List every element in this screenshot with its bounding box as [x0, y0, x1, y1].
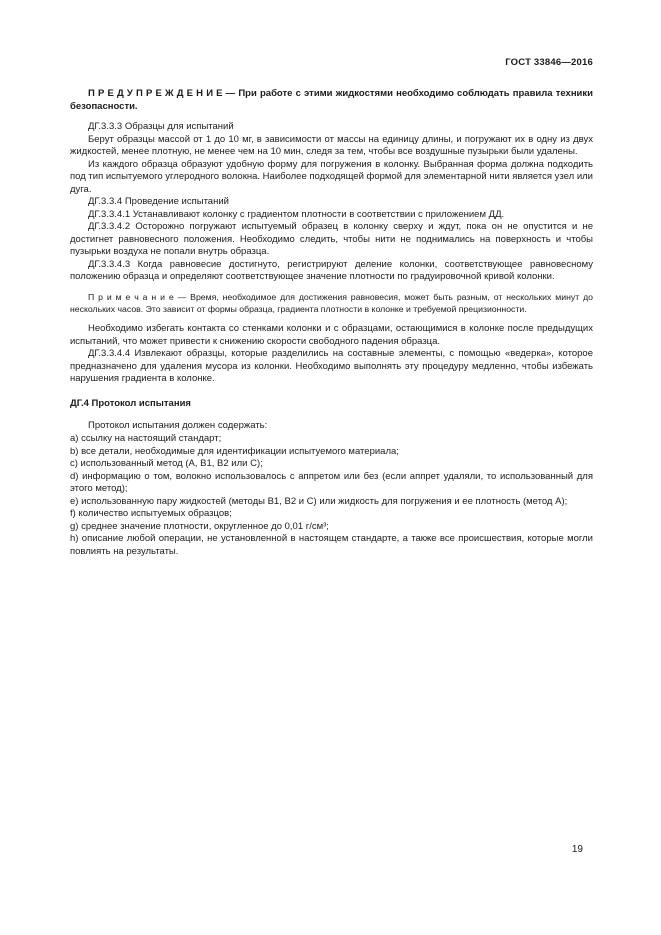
- section-heading-dg4: ДГ.4 Протокол испытания: [70, 397, 191, 409]
- clause-heading-3-3-3: ДГ.3.3.3 Образцы для испытаний: [88, 121, 234, 133]
- paragraph-samples-2: Из каждого образца образуют удобную форму для погружения в колонку. Выбранная форма должна подходить под тип испытуемого углеродного волокна. Наиболее подходящей формой для элементарной нити является узел или дуга.: [70, 158, 593, 195]
- list-item-d: d) информацию о том, волокно использовалось с аппретом или без (если аппрет удаляли, то использованный для этого метод);: [70, 470, 593, 495]
- list-item-c: c) использованный метод (А, В1, В2 или С);: [70, 458, 263, 470]
- page-number: 19: [571, 844, 583, 855]
- list-item-a: a) ссылку на настоящий стандарт;: [70, 433, 222, 444]
- page-header: [70, 57, 593, 68]
- paragraph-avoid-contact: Необходимо избегать контакта со стенками колонки и с образцами, остающимися в колонке после предыдущих испытаний, что может привести к снижению скорости свободного падения образца.: [70, 323, 593, 347]
- list-item-f: f) количество испытуемых образцов;: [70, 508, 232, 520]
- list-item-h: h) описание любой операции, не установленной в настоящем стандарте, а также все происшествия, которые могли повлиять на результаты.: [70, 533, 593, 557]
- paragraph-3-3-4-4: ДГ.3.3.4.4 Извлекают образцы, которые разделились на составные элементы, с помощью «ведерка», которое предназначено для удаления мусора из колонки. Необходимо выполнять эту процедуру медленно, чтобы избежать нарушения градиента в колонке.: [70, 348, 593, 385]
- list-item-b: b) все детали, необходимые для идентификации испытуемого материала;: [70, 445, 399, 457]
- list-item-g: g) среднее значение плотности, округленное до 0,01 г/см³;: [70, 520, 329, 532]
- paragraph-3-3-4-3: ДГ.3.3.4.3 Когда равновесие достигнуто, регистрируют деление колонки, соответствующее равновесному положению образца и определяют соответствующее значение плотности по градуировочной кривой колонки.: [70, 258, 593, 283]
- note-paragraph: П р и м е ч а н и е — Время, необходимое для достижения равновесия, может быть разным, от нескольких минут до нескольких часов. Это зависит от формы образца, градиента плотности в колонке и требуемой прецизионности.: [70, 291, 593, 314]
- paragraph-3-3-4-1: ДГ.3.3.4.1 Устанавливают колонку с градиентом плотности в соответствии с приложением ДД.: [88, 208, 505, 220]
- list-item-e: e) использованную пару жидкостей (методы В1, В2 и С) или жидкость для погружения и ее плотность (метод А);: [70, 495, 568, 507]
- warning-paragraph: П Р Е Д У П Р Е Ж Д Е Н И Е — При работе с этими жидкостями необходимо соблюдать правила техники безопасности.: [70, 88, 593, 112]
- paragraph-samples-1: Берут образцы массой от 1 до 10 мг, в зависимости от массы на единицу длины, и погружают их в одну из двух жидкостей, менее плотную, не менее чем на 10 мин, следя за тем, чтобы все воздушные пузырьки были удалены.: [70, 133, 593, 158]
- clause-heading-3-3-4: ДГ.3.3.4 Проведение испытаний: [88, 196, 229, 208]
- document-number: ГОСТ 33846—2016: [505, 57, 593, 68]
- document-content: [70, 88, 593, 558]
- paragraph-3-3-4-2: ДГ.3.3.4.2 Осторожно погружают испытуемый образец в колонку сверху и ждут, пока он не опустится и не достигнет равновесного положения. Необходимо следить, чтобы нити не поднимались на поверхность и чтобы пузырьки воздуха не попали внутрь образца.: [70, 221, 593, 258]
- paragraph-report-intro: Протокол испытания должен содержать:: [88, 420, 268, 432]
